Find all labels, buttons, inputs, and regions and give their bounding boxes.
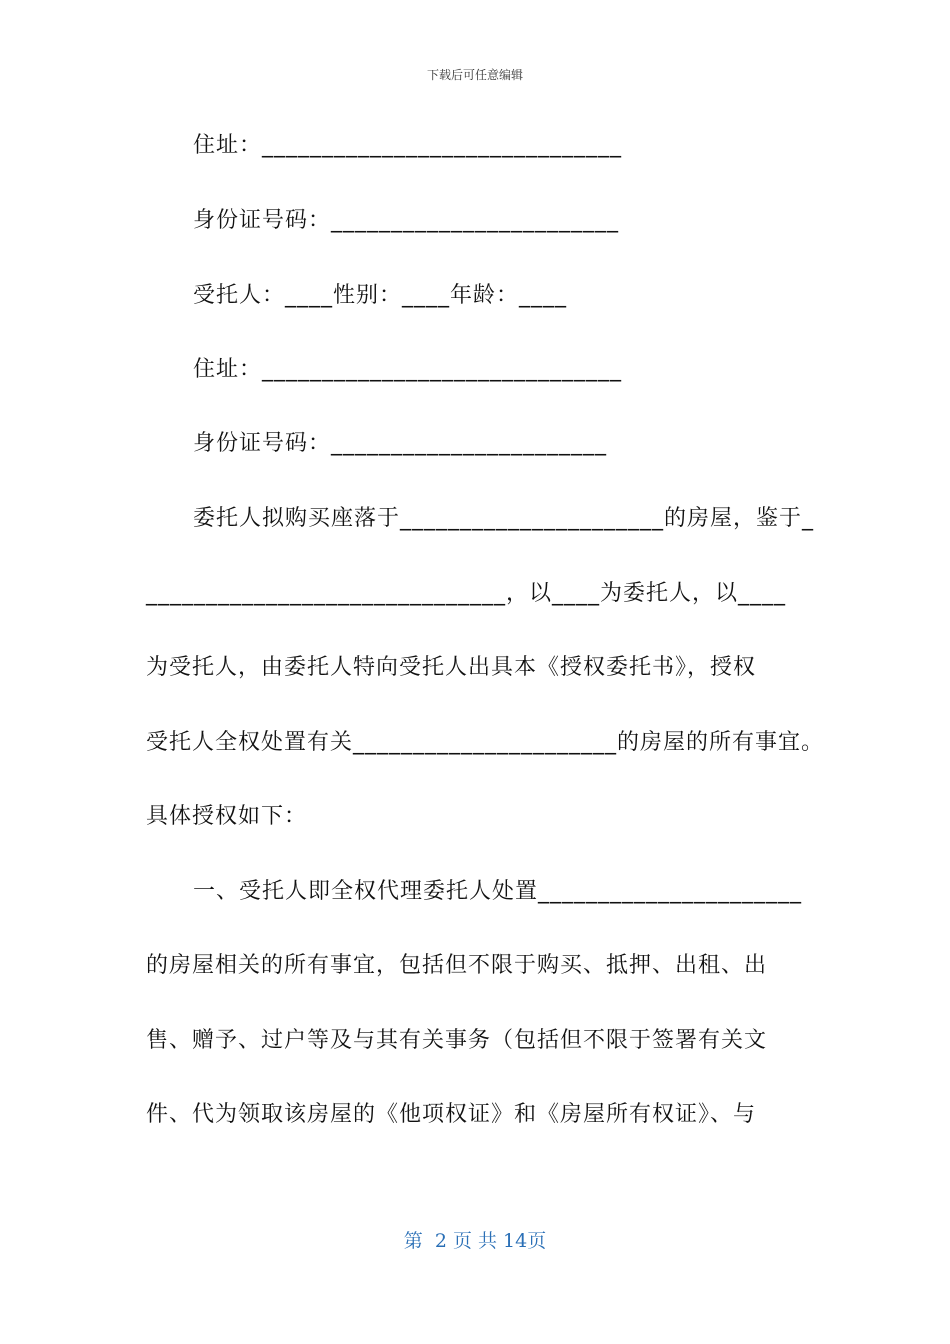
text-line: 身份证号码：_______________________ bbox=[193, 431, 608, 456]
text-line: 受托人全权处置有关______________________的房屋的所有事宜。 bbox=[146, 730, 825, 755]
text-line: ______________________________，以____为委托人，以____ bbox=[146, 581, 787, 606]
text-line: 一、受托人即全权代理委托人处置______________________ bbox=[193, 879, 803, 904]
text-line: 受托人：____性别：____年龄：____ bbox=[193, 283, 568, 308]
page-number: 第 2 页 共 14页 bbox=[403, 1230, 547, 1252]
page-header: 下载后可任意编辑 bbox=[426, 68, 523, 82]
text-line: 具体授权如下： bbox=[146, 804, 308, 829]
text-line: 委托人拟购买座落于______________________的房屋，鉴于_ bbox=[193, 506, 815, 531]
text-line: 住址：______________________________ bbox=[193, 357, 623, 382]
text-line: 件、代为领取该房屋的《他项权证》和《房屋所有权证》、与 bbox=[146, 1102, 757, 1127]
text-line: 为受托人，由委托人特向受托人出具本《授权委托书》，授权 bbox=[146, 655, 757, 680]
text-line: 售、赠予、过户等及与其有关事务（包括但不限于签署有关文 bbox=[146, 1028, 768, 1053]
text-line: 的房屋相关的所有事宜，包括但不限于购买、抵押、出租、出 bbox=[146, 953, 768, 978]
text-line: 住址：______________________________ bbox=[193, 133, 623, 158]
text-line: 身份证号码：________________________ bbox=[193, 208, 620, 233]
